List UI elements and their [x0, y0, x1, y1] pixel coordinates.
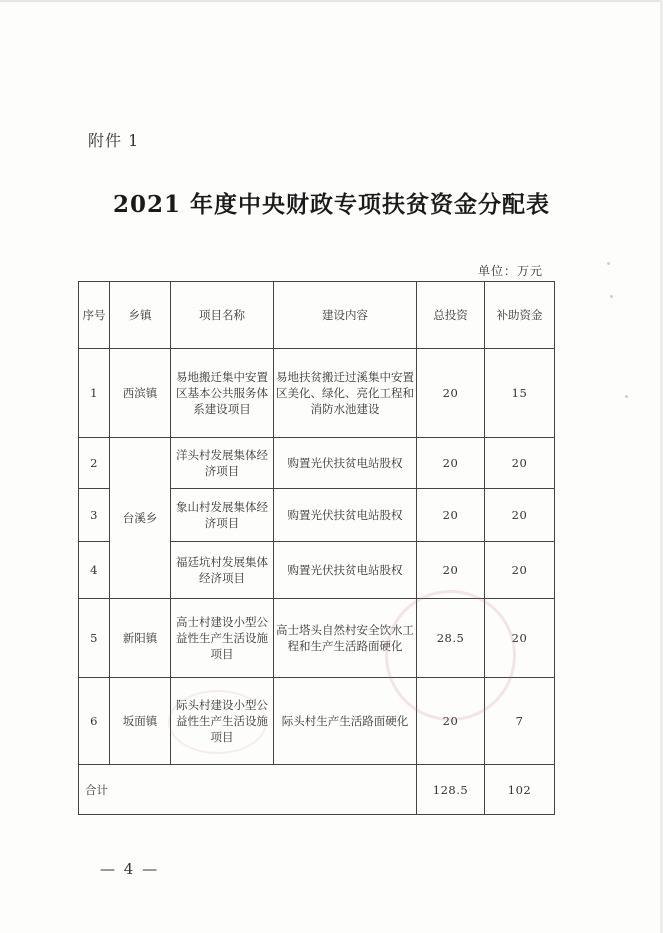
cell-total: 20	[417, 678, 485, 765]
cell-project: 际头村建设小型公益性生产生活设施项目	[171, 678, 274, 765]
cell-seq: 5	[79, 599, 110, 678]
table-row	[79, 678, 555, 765]
scan-speck	[607, 262, 610, 265]
cell-town: 台溪乡	[110, 438, 171, 599]
scan-speck	[610, 295, 613, 298]
table-row	[79, 599, 555, 678]
cell-content: 购置光伏扶贫电站股权	[274, 438, 417, 489]
cell-subsidy: 20	[485, 489, 555, 542]
total-subsidy: 102	[485, 765, 555, 815]
cell-content: 易地扶贫搬迁过溪集中安置区美化、绿化、亮化工程和消防水池建设	[274, 349, 417, 438]
cell-project: 福廷坑村发展集体经济项目	[171, 542, 274, 599]
table-row	[79, 438, 555, 489]
total-investment: 128.5	[417, 765, 485, 815]
total-label: 合计	[79, 765, 417, 815]
header-town: 乡镇	[110, 282, 171, 349]
attachment-label: 附件 1	[88, 131, 140, 150]
cell-subsidy: 20	[485, 542, 555, 599]
cell-subsidy: 7	[485, 678, 555, 765]
cell-total: 28.5	[417, 599, 485, 678]
cell-town: 坂面镇	[110, 678, 171, 765]
cell-seq: 6	[79, 678, 110, 765]
page-edge	[0, 0, 663, 2]
cell-total: 20	[417, 438, 485, 489]
header-content: 建设内容	[274, 282, 417, 349]
allocation-table	[78, 281, 555, 815]
total-row	[79, 765, 555, 815]
table-row	[79, 349, 555, 438]
cell-content: 购置光伏扶贫电站股权	[274, 542, 417, 599]
cell-seq: 2	[79, 438, 110, 489]
page-number: — 4 —	[100, 860, 160, 878]
header-seq: 序号	[79, 282, 110, 349]
cell-town: 西滨镇	[110, 349, 171, 438]
cell-content: 购置光伏扶贫电站股权	[274, 489, 417, 542]
cell-subsidy: 20	[485, 438, 555, 489]
cell-seq: 1	[79, 349, 110, 438]
header-total: 总投资	[417, 282, 485, 349]
cell-project: 象山村发展集体经济项目	[171, 489, 274, 542]
cell-content: 际头村生产生活路面硬化	[274, 678, 417, 765]
scan-speck	[625, 395, 628, 398]
cell-total: 20	[417, 349, 485, 438]
cell-total: 20	[417, 489, 485, 542]
cell-seq: 4	[79, 542, 110, 599]
cell-project: 洋头村发展集体经济项目	[171, 438, 274, 489]
cell-subsidy: 20	[485, 599, 555, 678]
cell-seq: 3	[79, 489, 110, 542]
header-subsidy: 补助资金	[485, 282, 555, 349]
cell-project: 高士村建设小型公益性生产生活设施项目	[171, 599, 274, 678]
page-title: 2021 年度中央财政专项扶贫资金分配表	[112, 191, 551, 218]
unit-label: 单位：万元	[478, 264, 544, 278]
header-project: 项目名称	[171, 282, 274, 349]
cell-total: 20	[417, 542, 485, 599]
table-header-row	[79, 282, 555, 349]
cell-content: 高士塔头自然村安全饮水工程和生产生活路面硬化	[274, 599, 417, 678]
cell-project: 易地搬迁集中安置区基本公共服务体系建设项目	[171, 349, 274, 438]
cell-town: 新阳镇	[110, 599, 171, 678]
cell-subsidy: 15	[485, 349, 555, 438]
